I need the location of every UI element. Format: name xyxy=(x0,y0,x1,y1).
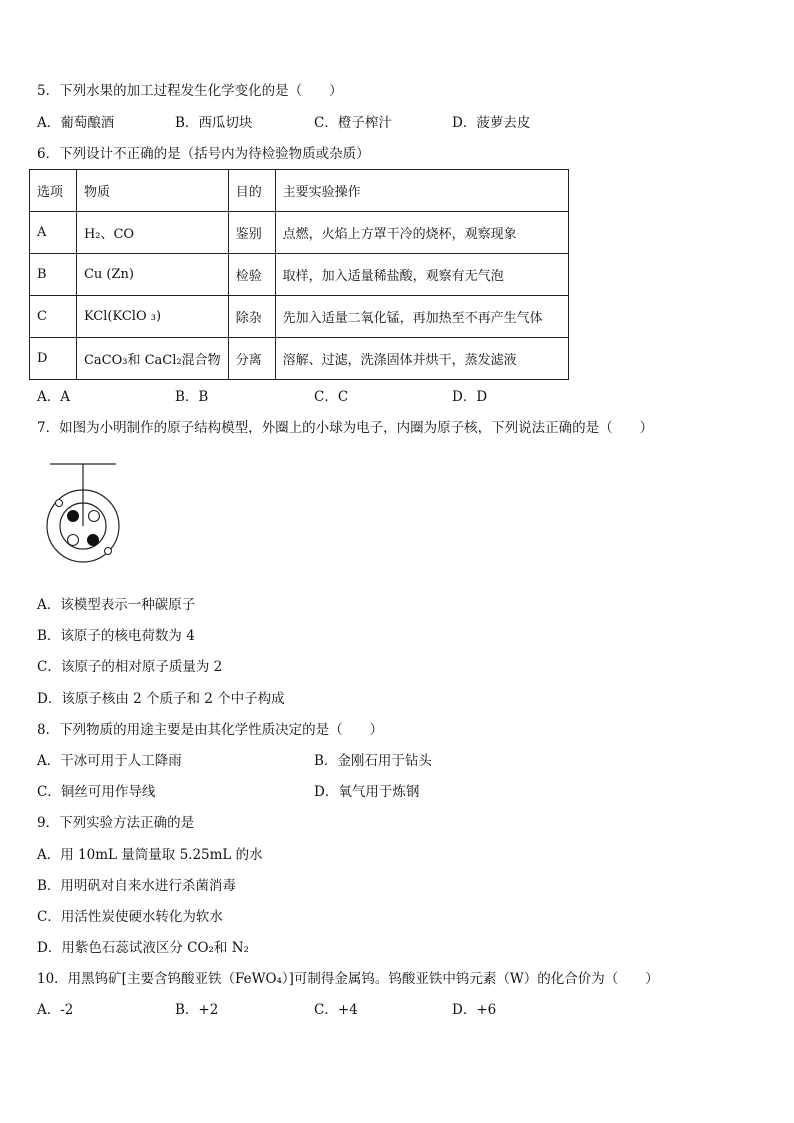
nucleus-particle-dark xyxy=(68,511,79,522)
cell-purpose: 分离 xyxy=(228,338,275,380)
q7-option-a: A．该模型表示一种碳原子 xyxy=(37,597,196,613)
q8-option-a: A．干冰可用于人工降雨 xyxy=(37,753,182,769)
q8-option-c: C．铜丝可用作导线 xyxy=(37,784,156,800)
cell-operation: 取样，加入适量稀盐酸，观察有无气泡 xyxy=(275,254,568,296)
q8-option-b: B．金刚石用于钻头 xyxy=(314,753,432,769)
electron xyxy=(56,500,63,507)
q6-option-a: A．A xyxy=(37,389,70,405)
table-header-row xyxy=(30,170,569,212)
cell-substance: H₂、CO xyxy=(76,212,228,254)
q9-option-b: B．用明矾对自来水进行杀菌消毒 xyxy=(37,878,236,894)
q9-option-c: C．用活性炭使硬水转化为软水 xyxy=(37,909,223,925)
q10-option-d: D．+6 xyxy=(452,1002,497,1018)
q9-option-d: D．用紫色石蕊试液区分 CO₂和 N₂ xyxy=(37,940,249,956)
q5-option-d: D．菠萝去皮 xyxy=(452,115,531,131)
q5-option-b: B．西瓜切块 xyxy=(175,115,253,131)
q6-option-d: D．D xyxy=(452,389,488,405)
q8-stem: 8．下列物质的用途主要是由其化学性质决定的是（ ） xyxy=(37,722,384,738)
q6-stem: 6．下列设计不正确的是（括号内为待检验物质或杂质） xyxy=(37,146,370,162)
cell-option: D xyxy=(30,338,77,380)
cell-option: A xyxy=(30,212,77,254)
cell-operation: 先加入适量二氧化锰，再加热至不再产生气体 xyxy=(275,296,568,338)
q9-option-a: A．用 10mL 量筒量取 5.25mL 的水 xyxy=(37,847,263,863)
q7-option-d: D．该原子核由 2 个质子和 2 个中子构成 xyxy=(37,691,285,707)
table-row xyxy=(30,254,569,296)
q10-option-c: C．+4 xyxy=(314,1002,358,1018)
cell-purpose: 鉴别 xyxy=(228,212,275,254)
q9-stem: 9．下列实验方法正确的是 xyxy=(37,815,195,831)
q10-stem: 10．用黑钨矿[主要含钨酸亚铁（FeWO₄）]可制得金属钨。钨酸亚铁中钨元素（W）的化合价为（ ） xyxy=(37,971,659,987)
table-row xyxy=(30,296,569,338)
q6-option-b: B．B xyxy=(175,389,209,405)
q6-table xyxy=(29,169,569,380)
q5-option-c: C．橙子榨汁 xyxy=(314,115,392,131)
cell-substance: KCl(KClO ₃) xyxy=(76,296,228,338)
q7-option-c: C．该原子的相对原子质量为 2 xyxy=(37,659,223,675)
table-row xyxy=(30,212,569,254)
nucleus-particle-light xyxy=(89,511,100,522)
q7-stem: 7．如图为小明制作的原子结构模型，外圈上的小球为电子，内圈为原子核，下列说法正确的是（ ） xyxy=(37,420,654,436)
q5-stem: 5．下列水果的加工过程发生化学变化的是（ ） xyxy=(37,83,343,99)
header-substance: 物质 xyxy=(76,170,228,212)
cell-purpose: 除杂 xyxy=(228,296,275,338)
cell-operation: 溶解、过滤，洗涤固体并烘干，蒸发滤液 xyxy=(275,338,568,380)
cell-purpose: 检验 xyxy=(228,254,275,296)
table-row xyxy=(30,338,569,380)
cell-option: B xyxy=(30,254,77,296)
q10-option-a: A．-2 xyxy=(37,1002,74,1018)
cell-option: C xyxy=(30,296,77,338)
q8-option-d: D．氧气用于炼钢 xyxy=(314,784,420,800)
header-option: 选项 xyxy=(30,170,77,212)
nucleus-particle-light xyxy=(68,535,79,546)
header-purpose: 目的 xyxy=(228,170,275,212)
q7-option-b: B．该原子的核电荷数为 4 xyxy=(37,628,195,644)
q10-option-b: B．+2 xyxy=(175,1002,219,1018)
electron xyxy=(105,548,112,555)
header-operation: 主要实验操作 xyxy=(275,170,568,212)
cell-operation: 点燃，火焰上方罩干冷的烧杯，观察现象 xyxy=(275,212,568,254)
cell-substance: Cu (Zn) xyxy=(76,254,228,296)
atom-model-figure xyxy=(40,458,132,584)
nucleus-particle-dark xyxy=(88,535,99,546)
q5-option-a: A．葡萄酿酒 xyxy=(37,115,115,131)
q6-option-c: C．C xyxy=(314,389,349,405)
cell-substance: CaCO₃和 CaCl₂混合物 xyxy=(76,338,228,380)
